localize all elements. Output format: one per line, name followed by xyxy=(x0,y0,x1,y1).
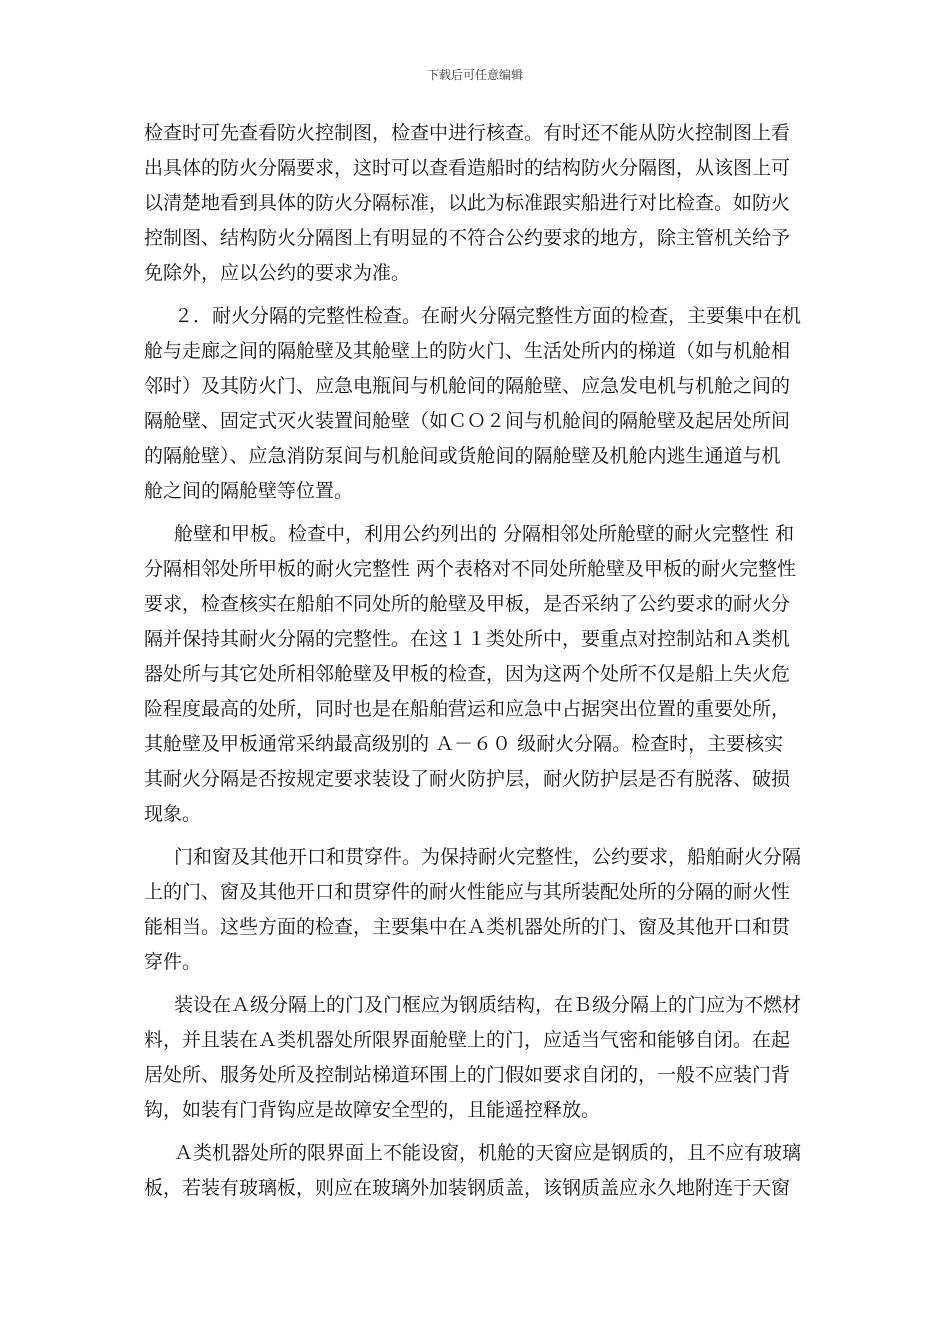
text-line: 居处所、服务处所及控制站梯道环围上的门假如要求自闭的，一般不应装门背 xyxy=(144,1064,791,1086)
paragraph xyxy=(144,840,808,980)
text-line: 隔舱壁、固定式灭火装置间舱壁（如ＣＯ２间与机舱间的隔舱壁及起居处所间 xyxy=(144,410,791,432)
text-line: 穿件。 xyxy=(144,951,202,973)
text-line: 门和窗及其他开口和贯穿件。为保持耐火完整性，公约要求，船舶耐火分隔 xyxy=(174,846,802,868)
text-line: 其舱壁及甲板通常采纳最高级别的 Ａ－６０ 级耐火分隔。检查时，主要核实 xyxy=(144,733,784,755)
paragraph xyxy=(144,299,808,509)
text-line: 其耐火分隔是否按规定要求装设了耐火防护层，耐火防护层是否有脱落、破损 xyxy=(144,768,791,790)
text-line: 邻时）及其防火门、应急电瓶间与机舱间的隔舱壁、应急发电机与机舱之间的 xyxy=(144,375,791,397)
text-line: 料，并且装在Ａ类机器处所限界面舱壁上的门，应适当气密和能够自闭。在起 xyxy=(144,1029,791,1051)
text-line: 的隔舱壁）、应急消防泵间与机舱间或货舱间的隔舱壁及机舱内逃生通道与机 xyxy=(144,445,781,467)
page-header: 下载后可任意编辑 xyxy=(426,68,523,82)
paragraph xyxy=(144,116,808,291)
text-line: 装设在Ａ级分隔上的门及门框应为钢质结构，在Ｂ级分隔上的门应为不燃材 xyxy=(174,994,802,1016)
text-line: 检查时可先查看防火控制图，检查中进行核查。有时还不能从防火控制图上看 xyxy=(144,122,791,144)
text-line: 免除外，应以公约的要求为准。 xyxy=(144,262,411,284)
text-line: 要求，检查核实在船舶不同处所的舱壁及甲板，是否采纳了公约要求的耐火分 xyxy=(144,593,791,615)
paragraph xyxy=(144,988,808,1128)
text-line: 上的门、窗及其他开口和贯穿件的耐火性能应与其所装配处所的分隔的耐火性 xyxy=(144,881,791,903)
paragraph xyxy=(144,517,808,832)
text-line: 分隔相邻处所甲板的耐火完整性 两个表格对不同处所舱壁及甲板的耐火完整性 xyxy=(144,558,797,580)
text-line: 舱壁和甲板。检查中，利用公约列出的 分隔相邻处所舱壁的耐火完整性 和 xyxy=(174,523,795,545)
text-line: 控制图、结构防火分隔图上有明显的不符合公约要求的地方，除主管机关给予 xyxy=(144,227,791,249)
text-line: 钩，如装有门背钩应是故障安全型的，且能遥控释放。 xyxy=(144,1099,601,1121)
text-line: 舱与走廊之间的隔舱壁及其舱壁上的防火门、生活处所内的梯道（如与机舱相 xyxy=(144,340,791,362)
paragraph xyxy=(144,1136,808,1206)
text-line: 器处所与其它处所相邻舱壁及甲板的检查，因为这两个处所不仅是船上失火危 xyxy=(144,663,791,685)
text-line: 险程度最高的处所，同时也是在船舶营运和应急中占据突出位置的重要处所， xyxy=(144,698,791,720)
document-body xyxy=(144,116,808,1214)
text-line: 能相当。这些方面的检查，主要集中在Ａ类机器处所的门、窗及其他开口和贯 xyxy=(144,916,791,938)
text-line: 隔并保持其耐火分隔的完整性。在这１１类处所中，要重点对控制站和Ａ类机 xyxy=(144,628,791,650)
text-line: 板，若装有玻璃板，则应在玻璃外加装钢质盖，该钢质盖应永久地附连于天窗 xyxy=(144,1177,791,1199)
text-line: 舱之间的隔舱壁等位置。 xyxy=(144,480,354,502)
text-line: 出具体的防火分隔要求，这时可以查看造船时的结构防火分隔图，从该图上可 xyxy=(144,157,791,179)
text-line: 现象。 xyxy=(144,803,202,825)
text-line: Ａ类机器处所的限界面上不能设窗，机舱的天窗应是钢质的，且不应有玻璃 xyxy=(174,1142,802,1164)
text-line: ２．耐火分隔的完整性检查。在耐火分隔完整性方面的检查，主要集中在机 xyxy=(174,305,802,327)
text-line: 以清楚地看到具体的防火分隔标准，以此为标准跟实船进行对比检查。如防火 xyxy=(144,192,791,214)
